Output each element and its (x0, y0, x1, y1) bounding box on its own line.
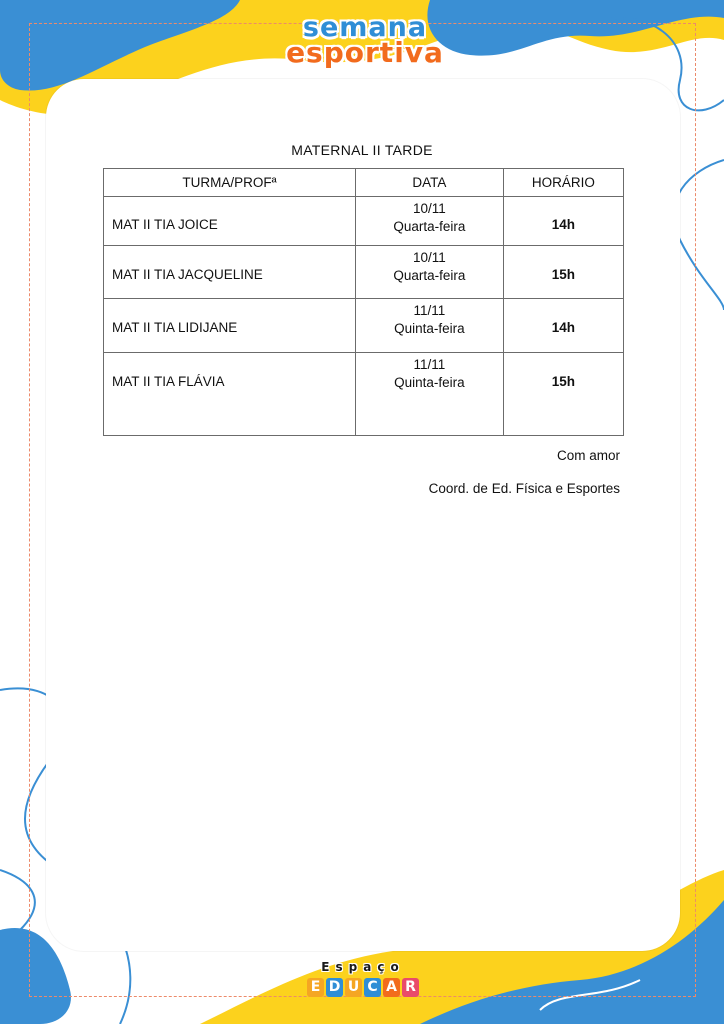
brand-letter: R (402, 978, 419, 997)
time-value: 15h (551, 267, 575, 282)
cell-class (104, 197, 356, 246)
cell-date (356, 197, 504, 246)
cell-time (503, 299, 623, 353)
schedule-table (103, 168, 624, 436)
class-name: MAT II TIA FLÁVIA (112, 374, 225, 389)
header-date: DATA (356, 169, 504, 197)
class-name: MAT II TIA JACQUELINE (112, 267, 263, 282)
cell-time (503, 353, 623, 436)
weekday-value: Quinta-feira (394, 375, 465, 390)
weekday-value: Quarta-feira (393, 268, 466, 283)
date-value: 11/11 (413, 357, 446, 372)
brand-letter: U (345, 978, 362, 997)
cell-class (104, 353, 356, 436)
cell-class (104, 246, 356, 299)
espaco-educar-logo (298, 960, 428, 997)
weekday-value: Quarta-feira (393, 219, 466, 234)
cell-time (503, 197, 623, 246)
brand-letter: A (383, 978, 400, 997)
logo-line2: esportiva (286, 36, 444, 69)
time-value: 15h (551, 374, 575, 389)
brand-letter: E (307, 978, 324, 997)
brand-letter: D (326, 978, 343, 997)
cell-date (356, 246, 504, 299)
table-row (104, 246, 624, 299)
time-value: 14h (551, 320, 575, 335)
signature-text: Coord. de Ed. Física e Esportes (428, 481, 620, 496)
closing-text: Com amor (556, 448, 620, 463)
class-name: MAT II TIA LIDIJANE (112, 320, 238, 335)
header-time: HORÁRIO (503, 169, 623, 197)
cell-date (356, 299, 504, 353)
logo-line1: semana (302, 12, 428, 43)
class-name: MAT II TIA JOICE (112, 217, 218, 232)
table-header-row (104, 169, 624, 197)
table-row (104, 353, 624, 436)
brand-letter: C (364, 978, 381, 997)
cell-time (503, 246, 623, 299)
semana-esportiva-logo (280, 14, 450, 76)
date-value: 10/11 (412, 201, 446, 216)
document-title: MATERNAL II TARDE (291, 142, 433, 158)
footer-brand-letters (298, 978, 428, 997)
date-value: 11/11 (413, 303, 446, 318)
time-value: 14h (551, 217, 575, 232)
date-value: 10/11 (412, 250, 446, 265)
cell-class (104, 299, 356, 353)
header-class: TURMA/PROFª (104, 169, 356, 197)
table-row (104, 197, 624, 246)
footer-brand-top: Espaço (321, 960, 405, 974)
weekday-value: Quinta-feira (394, 321, 465, 336)
table-row (104, 299, 624, 353)
cell-date (356, 353, 504, 436)
